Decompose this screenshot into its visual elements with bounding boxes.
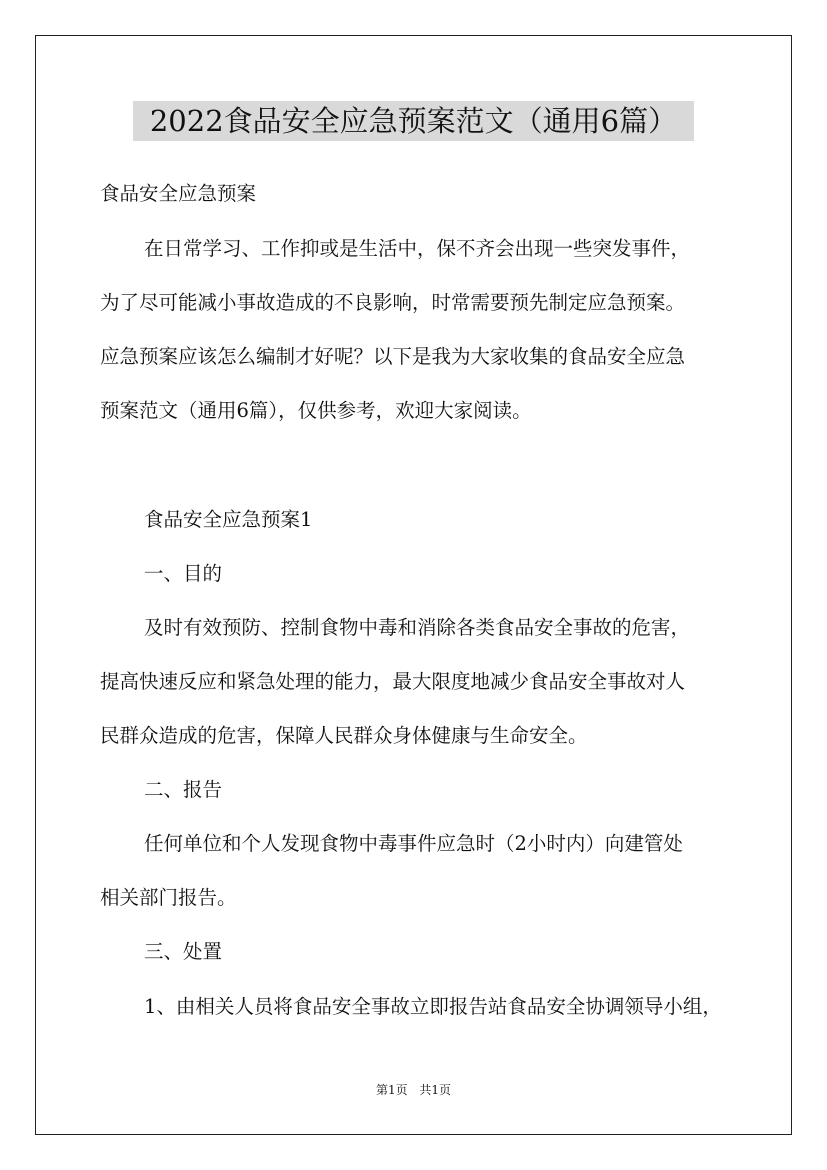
heading-purpose: 一、目的 bbox=[144, 562, 223, 585]
heading-report: 二、报告 bbox=[144, 778, 223, 801]
report-line-2: 相关部门报告。 bbox=[100, 886, 237, 909]
report-line-1: 任何单位和个人发现食物中毒事件应急时（2小时内）向建管处 bbox=[144, 832, 683, 855]
document-subtitle: 食品安全应急预案 bbox=[100, 182, 257, 205]
document-title: 2022食品安全应急预案范文（通用6篇） bbox=[133, 101, 694, 141]
page-current: 第1页 bbox=[375, 1083, 408, 1097]
page-total: 共1页 bbox=[419, 1083, 452, 1097]
intro-line-3: 应急预案应该怎么编制才好呢？以下是我为大家收集的食品安全应急 bbox=[100, 345, 686, 368]
intro-line-1: 在日常学习、工作抑或是生活中，保不齐会出现一些突发事件， bbox=[144, 237, 691, 260]
section-title: 食品安全应急预案1 bbox=[144, 508, 313, 531]
intro-line-2: 为了尽可能减小事故造成的不良影响，时常需要预先制定应急预案。 bbox=[100, 291, 686, 314]
handle-line-1: 1、由相关人员将食品安全事故立即报告站食品安全协调领导小组， bbox=[144, 995, 722, 1018]
page-footer bbox=[0, 1082, 827, 1098]
purpose-line-1: 及时有效预防、控制食物中毒和消除各类食品安全事故的危害， bbox=[144, 616, 691, 639]
intro-line-4: 预案范文（通用6篇），仅供参考，欢迎大家阅读。 bbox=[100, 399, 532, 422]
heading-handle: 三、处置 bbox=[144, 940, 223, 963]
purpose-line-3: 民群众造成的危害，保障人民群众身体健康与生命安全。 bbox=[100, 724, 588, 747]
purpose-line-2: 提高快速反应和紧急处理的能力，最大限度地减少食品安全事故对人 bbox=[100, 670, 686, 693]
